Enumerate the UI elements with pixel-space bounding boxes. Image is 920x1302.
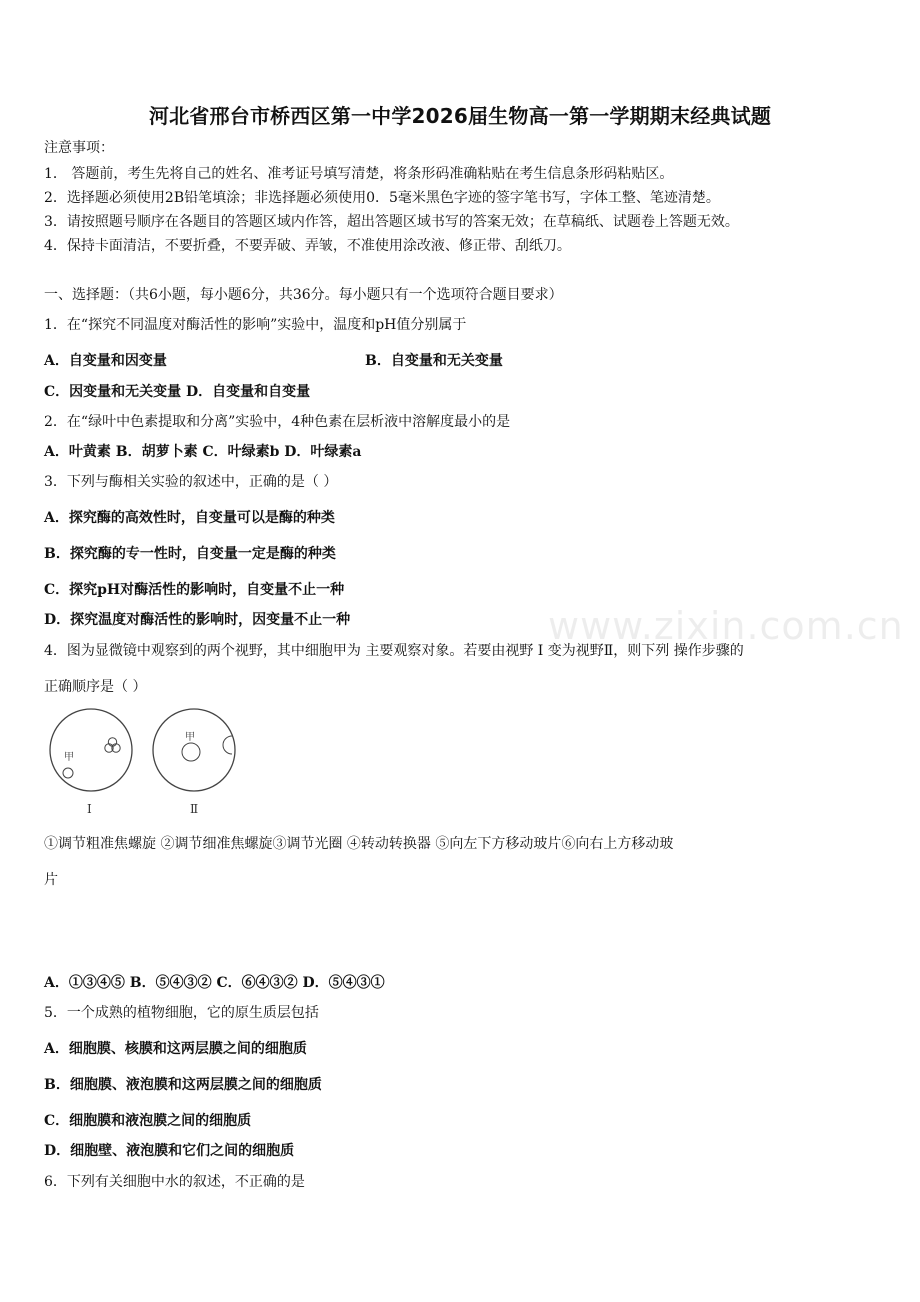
question-4-steps: ①调节粗准焦螺旋 ②调节细准焦螺旋③调节光圈 ④转动转换器 ⑤向左下方移动玻片⑥向右上方移动玻 [44,836,674,852]
notice-item-1: 1． 答题前，考生先将自己的姓名、准考证号填写清楚，将条形码准确粘贴在考生信息条形码粘贴区。 [44,166,674,182]
section-heading: 一、选择题：（共6小题，每小题6分，共36分。每小题只有一个选项符合题目要求） [44,287,563,303]
question-4-stem-continued: 正确顺序是（ ） [44,679,147,695]
page-title: 河北省邢台市桥西区第一中学2026届生物高一第一学期期末经典试题 [148,104,772,128]
question-3-option-b: B．探究酶的专一性时，自变量一定是酶的种类 [44,546,336,562]
question-5-stem: 5．一个成熟的植物细胞，它的原生质层包括 [44,1005,319,1021]
question-4-steps-continued: 片 [44,872,58,888]
question-1-option-a: A．自变量和因变量 [44,353,167,369]
watermark: www.zixin.com.cn [548,604,904,648]
microscope-fields-figure [44,708,294,820]
question-5-option-b: B．细胞膜、液泡膜和这两层膜之间的细胞质 [44,1077,322,1093]
notice-item-2: 2．选择题必须使用2B铅笔填涂；非选择题必须使用0．5毫米黑色字迹的签字笔书写，字体工整、笔迹清楚。 [44,190,720,206]
question-3-stem: 3．下列与酶相关实验的叙述中，正确的是（ ） [44,474,338,490]
question-2-stem: 2．在“绿叶中色素提取和分离”实验中，4种色素在层析液中溶解度最小的是 [44,414,511,430]
question-3-option-a: A．探究酶的高效性时，自变量可以是酶的种类 [44,510,335,526]
field-1-cell-jia [63,768,73,778]
field-1-label: Ⅰ [87,802,92,816]
field-2-circle [153,709,235,791]
notice-item-4: 4．保持卡面清洁，不要折叠，不要弄破、弄皱，不准使用涂改液、修正带、刮纸刀。 [44,238,571,254]
question-3-option-d: D．探究温度对酶活性的影响时，因变量不止一种 [44,612,351,628]
field-2-cell-jia [182,743,200,761]
question-4-options: A．①③④⑤ B．⑤④③② C．⑥④③② D．⑤④③① [44,975,385,991]
field-2-cell-label: 甲 [185,732,195,743]
question-5-option-d: D．细胞壁、液泡膜和它们之间的细胞质 [44,1143,295,1159]
question-5-option-c: C．细胞膜和液泡膜之间的细胞质 [44,1113,252,1129]
question-1-option-cd: C．因变量和无关变量 D．自变量和自变量 [44,384,311,400]
notice-item-3: 3．请按照题号顺序在各题目的答题区域内作答，超出答题区域书写的答案无效；在草稿纸、试题卷上答题无效。 [44,214,739,230]
question-1-stem: 1．在“探究不同温度对酶活性的影响”实验中，温度和pH值分别属于 [44,317,467,333]
question-1-option-b: B．自变量和无关变量 [365,353,503,369]
question-4-stem: 4．图为显微镜中观察到的两个视野，其中细胞甲为 主要观察对象。若要由视野 Ⅰ 变为视野Ⅱ，则下列 操作步骤的 [44,643,744,659]
field-2-partial-cell [223,736,232,754]
notice-heading: 注意事项： [44,140,114,156]
field-1-cell-label: 甲 [64,752,74,763]
question-2-options: A．叶黄素 B．胡萝卜素 C．叶绿素b D．叶绿素a [44,444,362,460]
microscope-fields-drawing [44,708,294,798]
field-2-label: Ⅱ [190,802,199,816]
question-6-stem: 6．下列有关细胞中水的叙述，不正确的是 [44,1174,305,1190]
question-3-option-c: C．探究pH对酶活性的影响时，自变量不止一种 [44,582,345,598]
question-5-option-a: A．细胞膜、核膜和这两层膜之间的细胞质 [44,1041,307,1057]
